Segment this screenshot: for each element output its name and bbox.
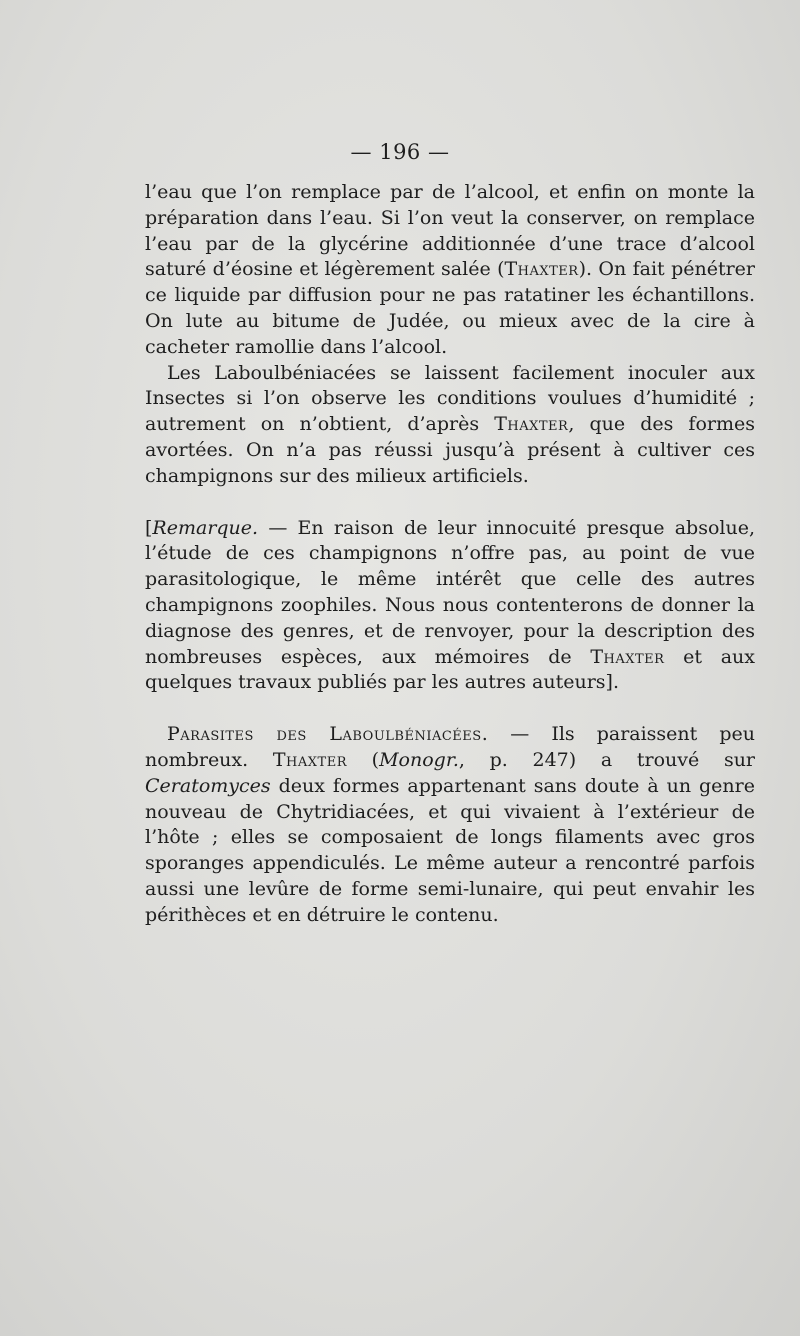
p3-text-b: et aux quelques travaux publiés par les autres auteurs]. xyxy=(145,645,755,694)
p2-text-b: , que des formes avortées. On n’a pas réussi jusqu’à présent à cultiver ces champignons sur des milieux artificiels. xyxy=(145,413,755,487)
author-thaxter: Thaxter xyxy=(590,645,665,668)
bracket-open: [ xyxy=(145,516,153,539)
genus-name: Ceratomyces xyxy=(145,774,271,797)
page-number: — 196 — xyxy=(350,140,450,164)
p3-text-a: — En raison de leur innocuité presque absolue, l’étude de ces champignons n’offre pas, au point de vue parasitologique, le même intérêt que celle des autres champignons zoophiles. Nous nous contenterons de donner la diagnose des genres, et de renvoyer, pour la description des nombreuses espèces, aux mémoires de xyxy=(145,516,755,668)
p4-text-a: — Ils paraissent peu nombreux. xyxy=(145,723,755,771)
body-text xyxy=(145,180,755,929)
paragraph-gap xyxy=(145,696,755,722)
remarque-label: Remarque. xyxy=(152,516,259,539)
p1-end-text: ). On fait pénétrer ce liquide par diffusion pour ne pas ratatiner les échantillons. On lute au bitume de Judée, ou mieux avec de la cire à cacheter ramollie dans l’alcool. xyxy=(145,258,755,358)
paragraph-2 xyxy=(145,361,755,490)
author-thaxter: Thaxter xyxy=(504,258,579,281)
p4-text-c: , p. 247) a trouvé sur xyxy=(458,748,756,771)
p2-text-a: Les Laboulbéniacées se laissent facilement inoculer aux Insectes si l’on observe les conditions voulues d’humidité ; autrement on n’obtient, d’après xyxy=(145,361,755,436)
reference-monogr: Monogr. xyxy=(379,748,459,771)
author-thaxter: Thaxter xyxy=(494,413,569,436)
paragraph-gap xyxy=(145,490,755,516)
author-thaxter: Thaxter xyxy=(272,748,347,771)
p1-text: l’eau que l’on remplace par de l’alcool, et enfin on monte la préparation dans l’eau. Si l’on veut la conserver, on remplace l’eau par de la glycérine additionnée d’une trace d’alcool saturé d’éosine et légèrement salée ( xyxy=(145,181,755,281)
p4-text-b: ( xyxy=(346,748,380,771)
paragraph-parasites xyxy=(145,722,755,928)
section-title: Parasites des Laboulbéniacées. xyxy=(167,723,489,746)
p4-text-d: deux formes appartenant sans doute à un genre nouveau de Chytridiacées, et qui vivaient à l’extérieur de l’hôte ; elles se composaient de longs filaments avec gros sporanges appendiculés. Le même auteur a rencontré parfois aussi une levûre de forme semi-lunaire, qui peut envahir les périthèces et en détruire le contenu. xyxy=(145,774,755,926)
paragraph-1 xyxy=(145,180,755,361)
paragraph-remarque xyxy=(145,516,755,697)
